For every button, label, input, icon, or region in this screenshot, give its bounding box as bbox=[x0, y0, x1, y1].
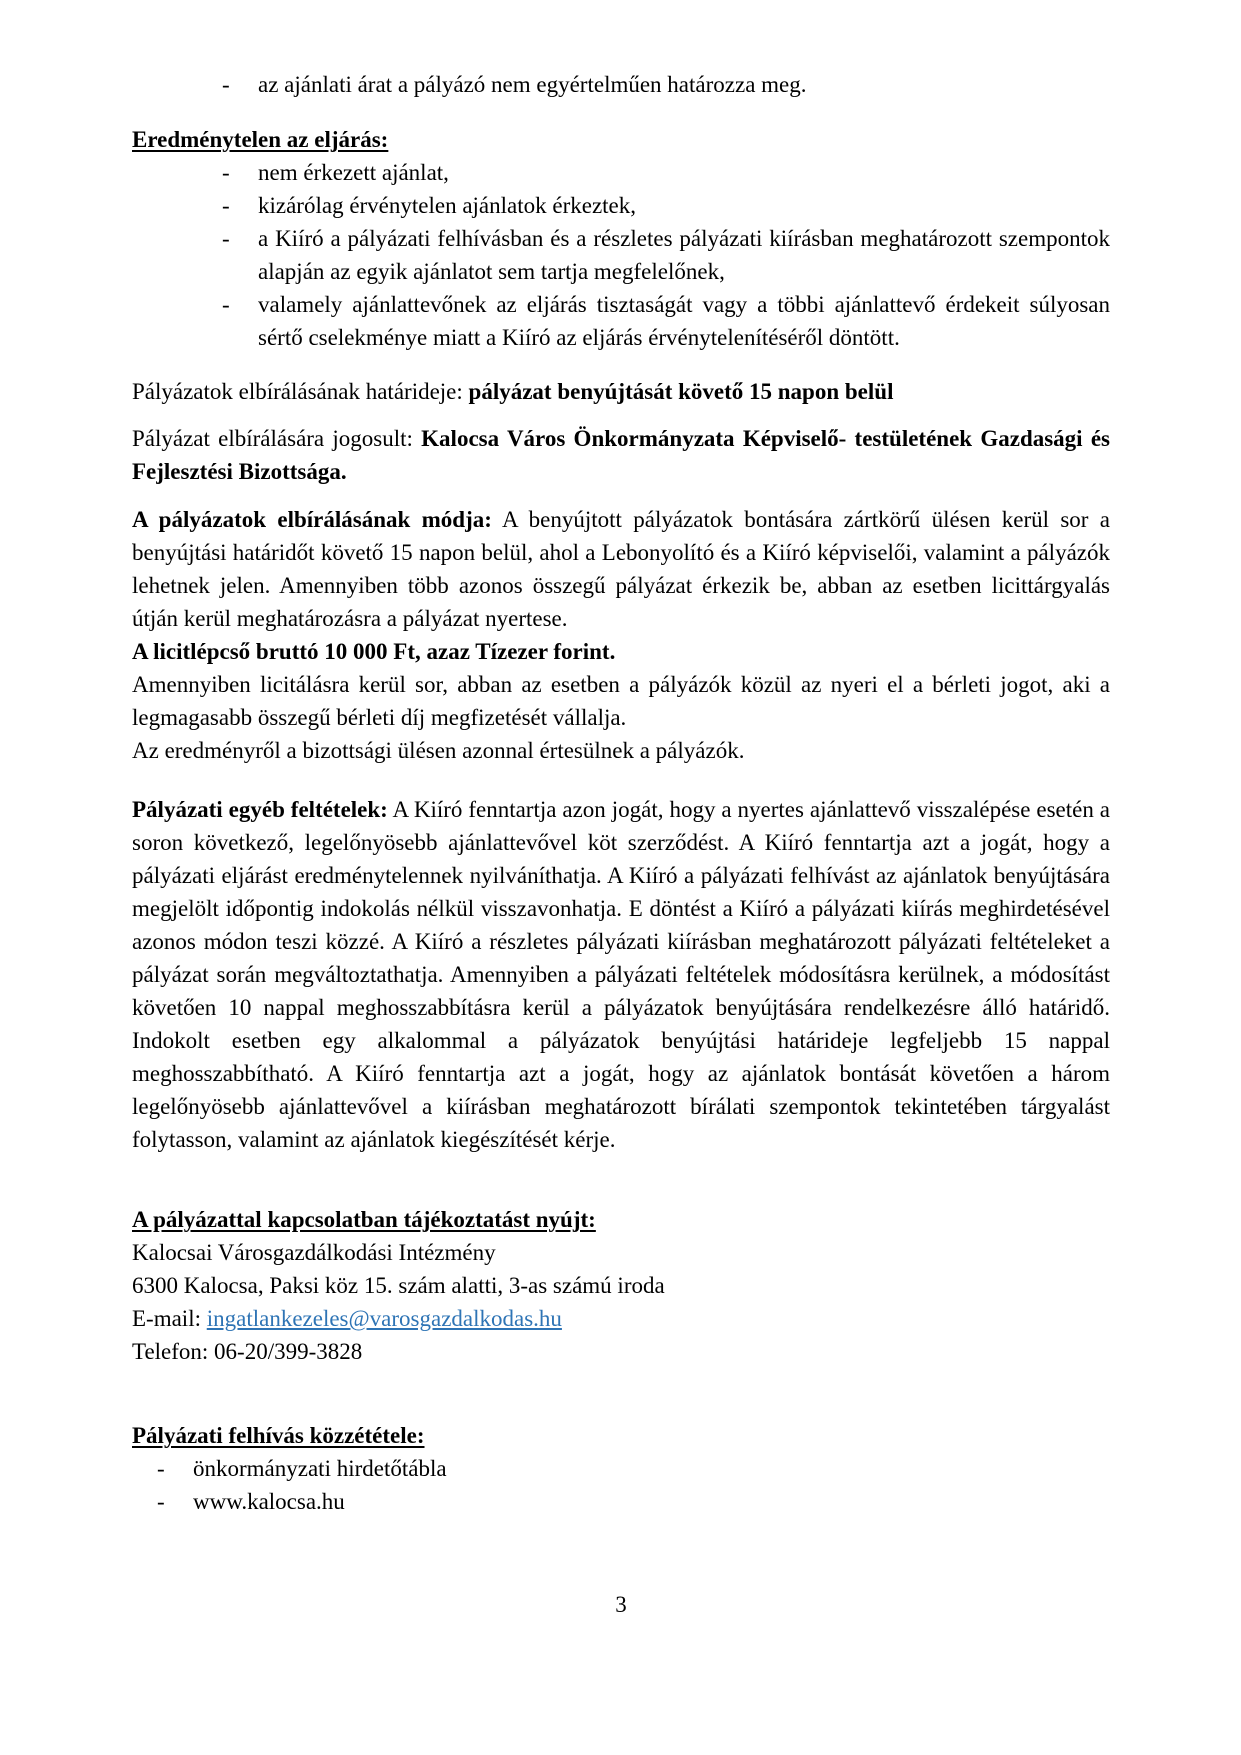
deadline-label: Pályázatok elbírálásának határideje: bbox=[132, 379, 469, 404]
carryover-bullet-list bbox=[132, 68, 1110, 101]
list-item bbox=[132, 189, 1110, 222]
contact-phone-text: Telefon: 06-20/399-3828 bbox=[132, 1339, 363, 1364]
deadline-line bbox=[132, 375, 1110, 408]
eredmenytelen-bullet-list bbox=[132, 156, 1110, 354]
list-item bbox=[132, 1452, 1110, 1485]
contact-org bbox=[132, 1236, 1110, 1269]
contact-address-text: 6300 Kalocsa, Paksi köz 15. szám alatti, 3-as számú iroda bbox=[132, 1273, 665, 1298]
contact-address bbox=[132, 1269, 1110, 1302]
heading-text: Pályázati felhívás közzététele: bbox=[132, 1423, 425, 1448]
list-item-text: www.kalocsa.hu bbox=[193, 1489, 345, 1514]
contact-email-line bbox=[132, 1302, 1110, 1335]
jogosult-paragraph bbox=[132, 422, 1110, 488]
licit-text: Amennyiben licitálásra kerül sor, abban az esetben a pályázók közül az nyeri el a bérleti jogot, aki a legmagasabb összegű bérleti díj megfizetését vállalja. bbox=[132, 672, 1110, 730]
list-item bbox=[132, 1485, 1110, 1518]
egyeb-paragraph bbox=[132, 793, 1110, 1156]
section-heading-kozzetetel bbox=[132, 1419, 1110, 1452]
modja-section bbox=[132, 503, 1110, 767]
jogosult-value: Kalocsa Város Önkormányzata Képviselő- testületének Gazdasági és Fejlesztési Bizottsága. bbox=[132, 426, 1110, 484]
contact-org-text: Kalocsai Városgazdálkodási Intézmény bbox=[132, 1240, 496, 1265]
section-heading-eredmenytelen bbox=[132, 123, 1110, 156]
eredmeny-line bbox=[132, 734, 1110, 767]
licit-bold-line bbox=[132, 635, 1110, 668]
list-item bbox=[132, 156, 1110, 189]
eredmeny-text: Az eredményről a bizottsági ülésen azonnal értesülnek a pályázók. bbox=[132, 738, 745, 763]
deadline-value: pályázat benyújtását követő 15 napon belül bbox=[468, 379, 894, 404]
email-link[interactable]: ingatlankezeles@varosgazdalkodas.hu bbox=[206, 1306, 562, 1331]
list-item-text: kizárólag érvénytelen ajánlatok érkeztek, bbox=[258, 193, 637, 218]
list-item-text: az ajánlati árat a pályázó nem egyértelműen határozza meg. bbox=[258, 72, 807, 97]
modja-text: A benyújtott pályázatok bontására zártkörű ülésen kerül sor a benyújtási határidőt követő 15 napon belül, ahol a Lebonyolító és a Kiíró képviselői, valamint a pályázók lehetnek jelen. Amennyiben több azonos összegű pályázat érkezik be, abban az esetben licittárgyalás útján kerül meghatározásra a pályázat nyertese. bbox=[132, 507, 1110, 631]
list-item bbox=[132, 222, 1110, 288]
list-item-text: a Kiíró a pályázati felhívásban és a részletes pályázati kiírásban meghatározott szempontok alapján az egyik ajánlatot sem tartja megfelelőnek, bbox=[258, 226, 1110, 284]
email-label: E-mail: bbox=[132, 1306, 207, 1331]
licit-bold-text: A licitlépcső bruttó 10 000 Ft, azaz Tízezer forint. bbox=[132, 639, 616, 664]
egyeb-label: Pályázati egyéb feltételek: bbox=[132, 797, 388, 822]
list-item bbox=[132, 68, 1110, 101]
heading-text: A pályázattal kapcsolatban tájékoztatást nyújt: bbox=[132, 1207, 596, 1232]
contact-phone bbox=[132, 1335, 1110, 1368]
modja-label: A pályázatok elbírálásának módja: bbox=[132, 507, 492, 532]
list-item bbox=[132, 288, 1110, 354]
heading-text: Eredménytelen az eljárás: bbox=[132, 127, 389, 152]
list-item-text: nem érkezett ajánlat, bbox=[258, 160, 449, 185]
modja-paragraph bbox=[132, 503, 1110, 635]
licit-paragraph bbox=[132, 668, 1110, 734]
jogosult-label: Pályázat elbírálására jogosult: bbox=[132, 426, 422, 451]
egyeb-text: A Kiíró fenntartja azon jogát, hogy a nyertes ajánlattevő visszalépése esetén a soron következő, legelőnyösebb ajánlattevővel köt szerződést. A Kiíró fenntartja azt a jogát, hogy a pályázati eljárást eredménytelennek nyilváníthatja. A Kiíró a pályázati felhívást az ajánlatok benyújtására megjelölt időpontig indokolás nélkül visszavonhatja. E döntést a Kiíró a pályázati kiírás meghirdetésével azonos módon teszi közzé. A Kiíró a részletes pályázati kiírásban meghatározott pályázati feltételeket a pályázat során megváltoztathatja. Amennyiben a pályázati feltételek módosításra kerülnek, a módosítást követően 10 nappal meghosszabbításra kerül a pályázatok benyújtására rendelkezésre álló határidő. Indokolt esetben egy alkalommal a pályázatok benyújtási határideje legfeljebb 15 nappal meghosszabbítható. A Kiíró fenntartja azt a jogát, hogy az ajánlatok bontását követően a három legelőnyösebb ajánlattevővel a kiírásban meghatározott bírálati szempontok tekintetében tárgyalást folytasson, valamint az ajánlatok kiegészítését kérje. bbox=[132, 797, 1111, 1152]
list-item-text: önkormányzati hirdetőtábla bbox=[193, 1456, 447, 1481]
list-item-text: valamely ajánlattevőnek az eljárás tisztaságát vagy a többi ajánlattevő érdekeit súlyosan sértő cselekménye miatt a Kiíró az eljárás érvénytelenítéséről döntött. bbox=[258, 292, 1110, 350]
page-number: 3 bbox=[615, 1592, 627, 1617]
section-heading-tajekoztatas bbox=[132, 1203, 1110, 1236]
kozzetetel-bullet-list bbox=[132, 1452, 1110, 1518]
